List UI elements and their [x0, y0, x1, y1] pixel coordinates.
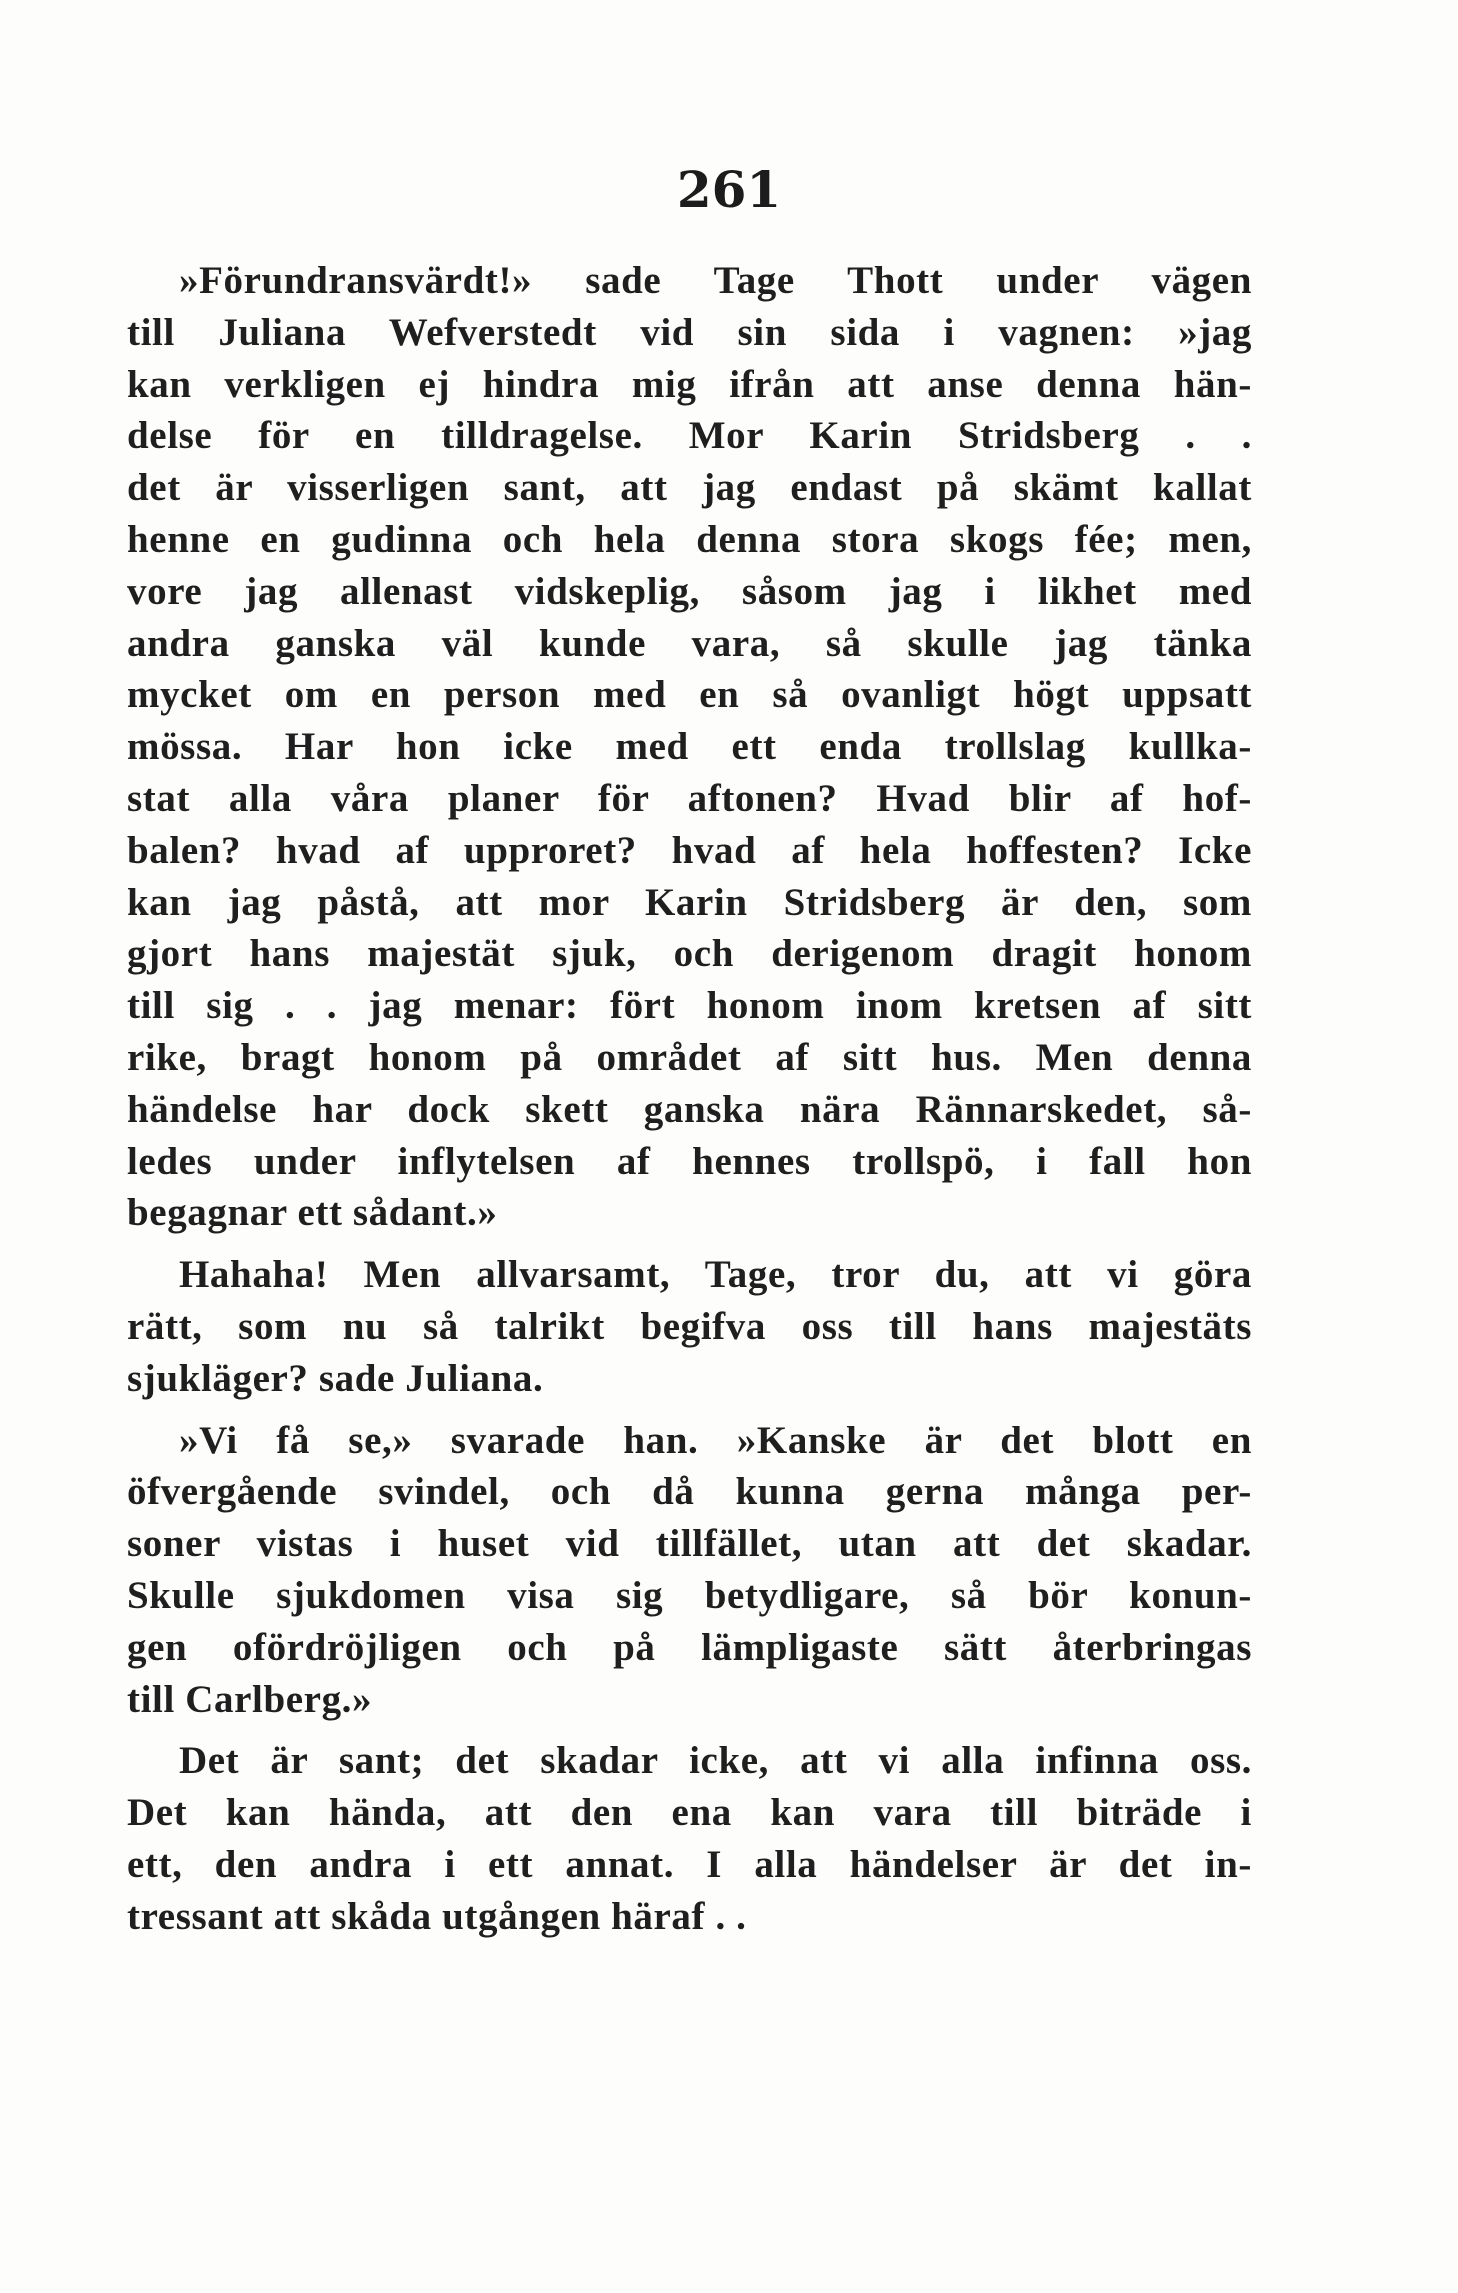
- text-line: mössa. Har hon icke med ett enda trollslag kullka-: [127, 725, 1252, 769]
- text-line: Det kan hända, att den ena kan vara till biträde i: [127, 1791, 1252, 1835]
- text-line: balen? hvad af upproret? hvad af hela hoffesten? Icke: [127, 828, 1252, 872]
- text-line: vore jag allenast vidskeplig, såsom jag i likhet med: [127, 569, 1252, 613]
- text-line: öfvergående svindel, och då kunna gerna många per-: [127, 1470, 1252, 1514]
- text-line: Skulle sjukdomen visa sig betydligare, så bör konun-: [127, 1573, 1252, 1617]
- text-line: gen ofördröjligen och på lämpligaste sätt återbringas: [127, 1625, 1252, 1669]
- text-line: rike, bragt honom på området af sitt hus. Men denna: [127, 1035, 1252, 1079]
- paragraph-4: [127, 1735, 1252, 1942]
- text-line: det är visserligen sant, att jag endast på skämt kallat: [127, 466, 1252, 510]
- text-line: gjort hans majestät sjuk, och derigenom dragit honom: [127, 932, 1252, 976]
- paragraph-gap: [127, 1405, 1252, 1415]
- paragraph-2: [127, 1249, 1252, 1404]
- text-line: henne en gudinna och hela denna stora skogs fée; men,: [127, 517, 1252, 561]
- text-line: till Juliana Wefverstedt vid sin sida i vagnen: »jag: [127, 310, 1252, 354]
- text-line: rätt, som nu så talrikt begifva oss till hans majestäts: [127, 1304, 1252, 1348]
- paragraph-gap: [127, 1725, 1252, 1735]
- text-line: tressant att skåda utgången häraf . .: [127, 1894, 747, 1938]
- text-line: Hahaha! Men allvarsamt, Tage, tror du, att vi göra: [179, 1253, 1252, 1297]
- text-line: ett, den andra i ett annat. I alla händelser är det in-: [127, 1842, 1252, 1886]
- text-line: stat alla våra planer för aftonen? Hvad blir af hof-: [127, 776, 1252, 820]
- page-number: 261: [676, 160, 782, 219]
- text-line: till Carlberg.»: [127, 1677, 373, 1721]
- text-line: Det är sant; det skadar icke, att vi alla infinna oss.: [179, 1739, 1252, 1783]
- text-line: till sig . . jag menar: fört honom inom kretsen af sitt: [127, 984, 1252, 1028]
- text-line: soner vistas i huset vid tillfället, utan att det skadar.: [127, 1522, 1252, 1566]
- text-line: mycket om en person med en så ovanligt högt uppsatt: [127, 673, 1252, 717]
- body-text: [127, 255, 1252, 1943]
- text-line: kan jag påstå, att mor Karin Stridsberg är den, som: [127, 880, 1252, 924]
- text-line: sjukläger? sade Juliana.: [127, 1356, 544, 1400]
- paragraph-gap: [127, 1239, 1252, 1249]
- text-line: »Vi få se,» svarade han. »Kanske är det blott en: [179, 1418, 1252, 1462]
- text-line: begagnar ett sådant.»: [127, 1191, 498, 1235]
- text-line: delse för en tilldragelse. Mor Karin Stridsberg . .: [127, 414, 1252, 458]
- text-line: »Förundransvärdt!» sade Tage Thott under vägen: [179, 259, 1252, 302]
- text-line: andra ganska väl kunde vara, så skulle jag tänka: [127, 621, 1252, 665]
- text-line: kan verkligen ej hindra mig ifrån att anse denna hän-: [127, 362, 1252, 406]
- paragraph-3: [127, 1415, 1252, 1726]
- text-line: ledes under inflytelsen af hennes trollspö, i fall hon: [127, 1139, 1252, 1183]
- paragraph-1: [127, 255, 1252, 1239]
- text-line: händelse har dock skett ganska nära Rännarskedet, så-: [127, 1087, 1252, 1131]
